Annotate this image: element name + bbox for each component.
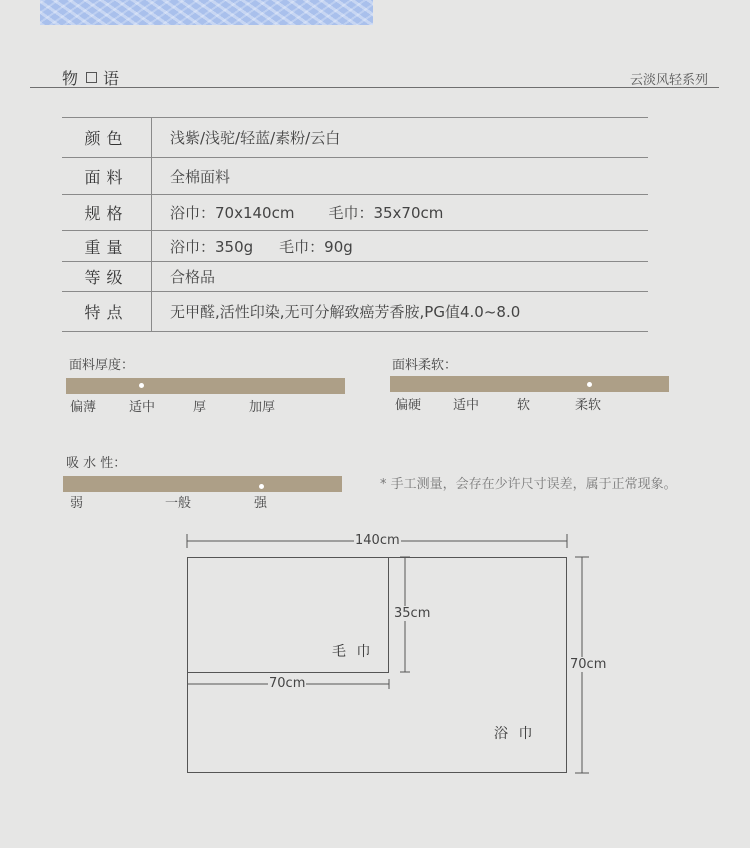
- absorbency-indicator-dot: [259, 484, 264, 489]
- spec-label: 面料: [62, 158, 152, 194]
- softness-indicator-dot: [587, 382, 592, 387]
- softness-title: 面料柔软：: [392, 358, 458, 373]
- total-height-label: 70cm: [570, 657, 607, 672]
- title-divider: [30, 87, 719, 88]
- total-width-label: 140cm: [355, 533, 400, 548]
- softness-option: 偏硬: [395, 398, 422, 413]
- spec-row-size: [62, 195, 648, 231]
- absorbency-option: 强: [254, 496, 268, 511]
- absorbency-option: 弱: [70, 496, 84, 511]
- series-name: 云淡风轻系列: [629, 73, 708, 88]
- spec-value: 浅紫/浅驼/轻蓝/素粉/云白: [170, 129, 341, 147]
- thickness-scale-bar: [66, 378, 345, 394]
- section-title-left: 物: [62, 69, 81, 88]
- absorbency-title: 吸 水 性：: [66, 456, 127, 471]
- section-title: [62, 66, 121, 89]
- bath-towel-label: 浴 巾: [494, 726, 536, 742]
- spec-value: 全棉面料: [170, 167, 231, 186]
- spec-table: [62, 117, 648, 332]
- spec-value: [152, 231, 648, 261]
- thickness-option: 偏薄: [70, 400, 97, 415]
- section-title-right: 语: [103, 69, 122, 88]
- thickness-title: 面料厚度：: [69, 358, 135, 373]
- spec-value: 无甲醛,活性印染,无可分解致癌芳香胺,PG值4.0~8.0: [170, 303, 521, 321]
- softness-option: 柔软: [575, 398, 602, 413]
- bath-towel-size: 浴巾：70x140cm: [170, 204, 295, 222]
- absorbency-scale-bar: [63, 476, 342, 492]
- spec-label: 规格: [62, 195, 152, 230]
- spec-label: 等级: [62, 262, 152, 291]
- bath-towel-weight: 浴巾：350g: [170, 237, 254, 256]
- spec-row-weight: [62, 231, 648, 262]
- spec-row-color: [62, 118, 648, 158]
- spec-label: 颜色: [62, 118, 152, 157]
- spec-row-fabric: [62, 158, 648, 195]
- softness-scale-bar: [390, 376, 669, 392]
- absorbency-option: 一般: [165, 496, 192, 511]
- thickness-option: 厚: [193, 400, 207, 415]
- thickness-option: 加厚: [249, 400, 276, 415]
- spec-row-grade: [62, 262, 648, 292]
- product-photo-strip: [40, 0, 373, 25]
- towel-width-label: 70cm: [269, 676, 306, 691]
- spec-value: [152, 195, 648, 230]
- spec-label: 特点: [62, 292, 152, 331]
- spec-row-features: [62, 292, 648, 332]
- towel-label: 毛 巾: [332, 644, 374, 660]
- towel-size: 毛巾：35x70cm: [328, 204, 444, 222]
- towel-height-label: 35cm: [394, 606, 431, 621]
- spec-value: 合格品: [170, 268, 216, 286]
- square-icon: [86, 72, 97, 83]
- softness-option: 软: [517, 398, 531, 413]
- softness-option: 适中: [453, 398, 480, 413]
- thickness-option: 适中: [129, 400, 156, 415]
- measurement-note: * 手工测量，会存在少许尺寸误差，属于正常现象。: [380, 477, 677, 492]
- thickness-indicator-dot: [139, 383, 144, 388]
- spec-label: 重量: [62, 231, 152, 261]
- towel-weight: 毛巾：90g: [279, 237, 353, 256]
